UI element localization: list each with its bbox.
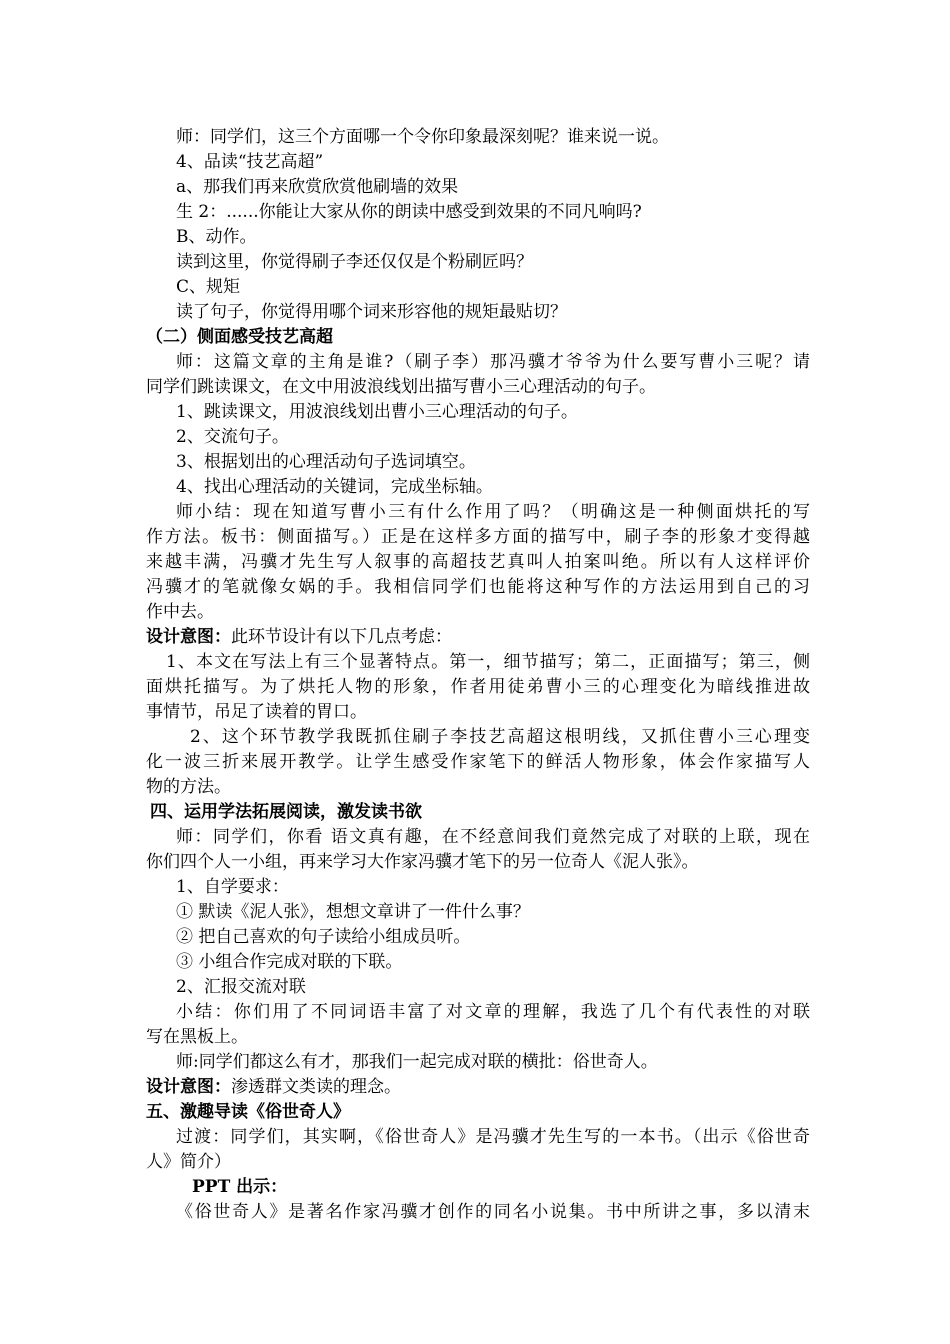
paragraph-line: 读到这里，你觉得刷子李还仅仅是个粉刷匠吗？ (176, 252, 533, 272)
design-intent-label: 设计意图： (146, 1077, 231, 1097)
paragraph-line: 1、跳读课文，用波浪线划出曹小三心理活动的句子。 (176, 402, 578, 422)
list-item: ③ 小组合作完成对联的下联。 (176, 952, 403, 972)
paragraph-line: a、那我们再来欣赏欣赏他刷墙的效果 (176, 177, 459, 197)
paragraph-line: 你们四个人一小组，再来学习大作家冯骥才笔下的另一位奇人《泥人张》。 (146, 852, 699, 872)
paragraph-line: 人》简介） (146, 1152, 231, 1172)
design-intent-line (146, 625, 810, 649)
design-intent-line (146, 1075, 810, 1099)
paragraph-line: 写在黑板上。 (146, 1027, 248, 1047)
design-intent-text: 渗透群文类读的理念。 (231, 1077, 401, 1097)
section-heading: （二）侧面感受技艺高超 (146, 327, 333, 347)
paragraph-line: C、规矩 (176, 277, 241, 297)
paragraph-line: 师：同学们，这三个方面哪一个令你印象最深刻呢？谁来说一说。 (176, 127, 669, 147)
paragraph-line: 2、汇报交流对联 (176, 977, 306, 997)
paragraph-line: B、动作。 (176, 227, 257, 247)
paragraph-line: 物的方法。 (146, 777, 231, 797)
paragraph-line: 作方法。板书：侧面描写。）正是在这样多方面的描写中，刷子李的形象才变得越 (146, 527, 810, 547)
paragraph-line: 《俗世奇人》是著名作家冯骥才创作的同名小说集。书中所讲之事，多以清末 (176, 1202, 810, 1222)
paragraph-line: 过渡：同学们，其实啊，《俗世奇人》是冯骥才先生写的一本书。（出示《俗世奇 (176, 1127, 810, 1147)
design-intent-label: 设计意图： (146, 627, 231, 647)
paragraph-line: 1、本文在写法上有三个显著特点。第一，细节描写；第二，正面描写；第三，侧 (166, 652, 810, 672)
paragraph-line: 师小结：现在知道写曹小三有什么作用了吗？（明确这是一种侧面烘托的写 (176, 502, 810, 522)
paragraph-line: 小结：你们用了不同词语丰富了对文章的理解，我选了几个有代表性的对联 (176, 1002, 810, 1022)
ppt-label: PPT 出示： (192, 1177, 288, 1197)
paragraph-line: 读了句子，你觉得用哪个词来形容他的规矩最贴切？ (176, 302, 567, 322)
paragraph-line: 作中去。 (146, 602, 214, 622)
section-heading: 四、运用学法拓展阅读，激发读书欲 (150, 802, 422, 822)
section-heading: 五、激趣导读《俗世奇人》 (146, 1102, 350, 1122)
paragraph-line: 来越丰满，冯骥才先生写人叙事的高超技艺真叫人拍案叫绝。所以有人这样评价 (146, 552, 810, 572)
list-item: ① 默读《泥人张》，想想文章讲了一件什么事？ (176, 902, 530, 922)
paragraph-line: 化一波三折来展开教学。让学生感受作家笔下的鲜活人物形象，体会作家描写人 (146, 752, 810, 772)
paragraph-line: 师：这篇文章的主角是谁?（刷子李）那冯骥才爷爷为什么要写曹小三呢？请 (176, 352, 810, 372)
paragraph-line: 师:同学们都这么有才，那我们一起完成对联的横批：俗世奇人。 (176, 1052, 658, 1072)
paragraph-line: 事情节，吊足了读着的胃口。 (146, 702, 367, 722)
paragraph-line: 面烘托描写。为了烘托人物的形象，作者用徒弟曹小三的心理变化为暗线推进故 (146, 677, 810, 697)
paragraph-line: 2、交流句子。 (176, 427, 289, 447)
paragraph-line: 1、自学要求： (176, 877, 289, 897)
paragraph-line: 生 2：......你能让大家从你的朗读中感受到效果的不同凡响吗? (176, 202, 642, 222)
paragraph-line: 4、找出心理活动的关键词，完成坐标轴。 (176, 477, 493, 497)
paragraph-line: 同学们跳读课文，在文中用波浪线划出描写曹小三心理活动的句子。 (146, 377, 656, 397)
list-item: ② 把自己喜欢的句子读给小组成员听。 (176, 927, 471, 947)
paragraph-line: 冯骥才的笔就像女娲的手。我相信同学们也能将这种写作的方法运用到自己的习 (146, 577, 810, 597)
paragraph-line: 4、品读“技艺高超” (176, 152, 324, 172)
design-intent-text: 此环节设计有以下几点考虑： (231, 627, 452, 647)
paragraph-line: 师：同学们，你看 语文真有趣，在不经意间我们竟然完成了对联的上联，现在 (176, 827, 810, 847)
paragraph-line: 3、根据划出的心理活动句子选词填空。 (176, 452, 476, 472)
paragraph-line: 2、这个环节教学我既抓住刷子李技艺高超这根明线，又抓住曹小三心理变 (190, 727, 810, 747)
